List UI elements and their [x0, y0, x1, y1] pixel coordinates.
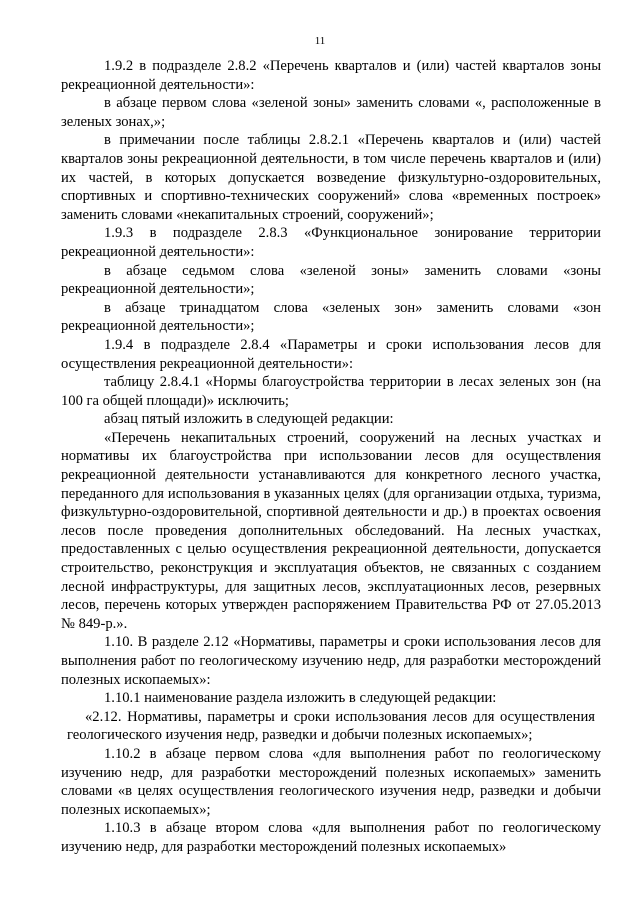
- paragraph: 1.9.3 в подразделе 2.8.3 «Функциональное зонирование территории рекреационной деятельности»:: [61, 225, 601, 260]
- paragraph: в абзаце тринадцатом слова «зеленых зон» заменить словами «зон рекреационной деятельности»;: [61, 299, 601, 335]
- paragraph: 1.10.3 в абзаце втором слова «для выполнения работ по геологическому изучению недр, для разработки месторождений полезных ископаемых»: [61, 820, 601, 855]
- document-body: [61, 57, 601, 857]
- paragraph: 1.9.2 в подразделе 2.8.2 «Перечень кварталов и (или) частей кварталов зоны рекреационной деятельности»:: [61, 58, 601, 93]
- paragraph: 1.9.4 в подразделе 2.8.4 «Параметры и сроки использования лесов для осуществления рекреационной деятельности»:: [61, 336, 601, 372]
- paragraph: 1.10.1 наименование раздела изложить в следующей редакции:: [104, 690, 497, 707]
- paragraph: абзац пятый изложить в следующей редакции:: [104, 411, 394, 428]
- page-number: 11: [314, 35, 326, 47]
- paragraph: 1.10. В разделе 2.12 «Нормативы, параметры и сроки использования лесов для выполнения работ по геологическому изучению недр, для разработки месторождений полезных ископаемых»:: [61, 634, 601, 688]
- paragraph: таблицу 2.8.4.1 «Нормы благоустройства территории в лесах зеленых зон (на 100 га общей площади)» исключить;: [61, 374, 601, 409]
- paragraph: в примечании после таблицы 2.8.2.1 «Перечень кварталов и (или) частей кварталов зоны рекреационной деятельности, в том числе перечень кварталов и (или) их частей, в которых допускается возведение физкультурно-оздоровительных, спортивных и спортивно-технических сооружений» слова «временных построек» заменить словами «некапитальных строений, сооружений»;: [61, 132, 601, 223]
- paragraph: в абзаце первом слова «зеленой зоны» заменить словами «, расположенные в зеленых зонах,»;: [61, 95, 601, 130]
- section-title-quote: «2.12. Нормативы, параметры и сроки использования лесов для осуществления геологического изучения недр, разведки и добычи полезных ископаемых»;: [67, 708, 595, 744]
- paragraph: в абзаце седьмом слова «зеленой зоны» заменить словами «зоны рекреационной деятельности»;: [61, 262, 601, 298]
- quoted-paragraph: «Перечень некапитальных строений, сооружений на лесных участках и нормативы их благоустройства при использовании лесов для осуществления рекреационной деятельности устанавливаются для конкретного лесного участка, переданного для использования в указанных целях (для организации отдыха, туризма, физкультурно-оздоровительной, спортивной деятельности и др.) в проектах освоения лесов после проведения дополнительных обследований. На лесных участках, предоставленных с целью осуществления рекреационной деятельности, допускается строительство, реконструкция и эксплуатация объектов, не связанных с созданием лесной инфраструктуры, для защитных лесов, эксплуатационных лесов, резервных лесов, перечень которых утвержден распоряжением Правительства РФ от 27.05.2013 № 849-р.».: [61, 429, 601, 632]
- paragraph: 1.10.2 в абзаце первом слова «для выполнения работ по геологическому изучению недр, для разработки месторождений полезных ископаемых» заменить словами «в целях осуществления геологического изучения недр, разведки и добычи полезных ископаемых»;: [61, 745, 601, 818]
